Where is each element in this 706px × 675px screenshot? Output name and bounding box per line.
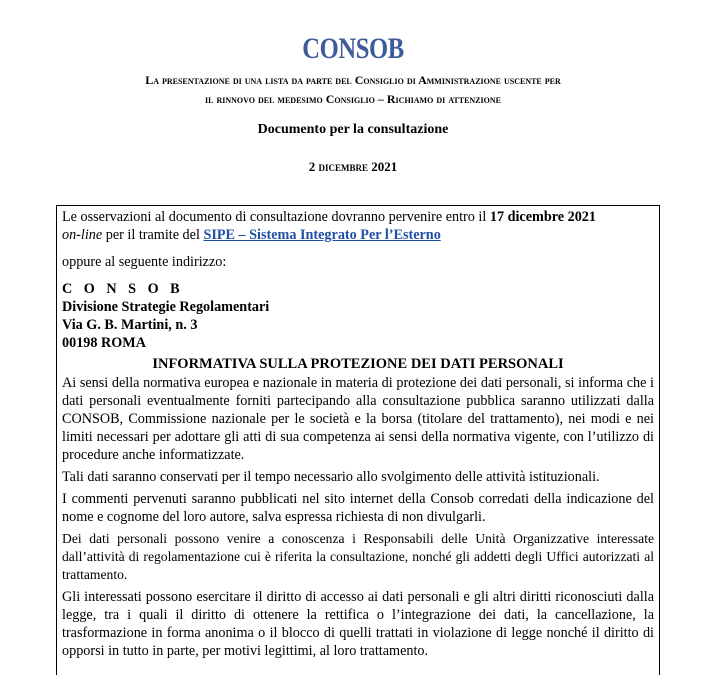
title-line-1: La presentazione di una lista da parte del Consiglio di Amministrazione uscente per bbox=[145, 73, 561, 87]
deadline-date: 17 dicembre 2021 bbox=[489, 209, 596, 225]
document-title bbox=[40, 71, 666, 109]
consob-logo: CONSOB bbox=[302, 32, 404, 65]
document-date: 2 dicembre 2021 bbox=[308, 159, 398, 174]
privacy-heading: INFORMATIVA SULLA PROTEZIONE DEI DATI PERSONALI bbox=[152, 356, 564, 372]
privacy-paragraph-1: Ai sensi della normativa europea e nazionale in materia di protezione dei dati personali, si informa che i dati personali eventualmente forniti partecipando alla consultazione pubblica saranno utilizzati dalla CONSOB, Commissione nazionale per le società e la borsa (titolare del trattamento), nei modi e nei limiti necessari per adottare gli atti di sua competenza ai sensi della normativa vigente, con l’utilizzo di procedure anche informatizzate. bbox=[62, 375, 654, 463]
privacy-paragraph-5: Gli interessati possono esercitare il diritto di accesso ai dati personali e gli altri diritti riconosciuti dalla legge, tra i quali il diritto di ottenere la rettifica o l’integrazione dei dati, la cancellazione, la trasformazione in forma anonima o il blocco di quelli trattati in violazione di legge nonché il diritto di opporsi in tutto in parte, per motivi legittimi, al loro trattamento. bbox=[62, 589, 654, 659]
submission-instructions bbox=[62, 208, 654, 244]
address-line-2: Divisione Strategie Regolamentari bbox=[62, 299, 270, 315]
title-line-2: il rinnovo del medesimo Consiglio – Richiamo di attenzione bbox=[205, 92, 501, 106]
address-line-4: 00198 ROMA bbox=[62, 335, 146, 351]
privacy-paragraph-4: Dei dati personali possono venire a conoscenza i Responsabili delle Unità Organizzative interessate dall’attività di regolamentazione cui è riferita la consultazione, nonché gli addetti degli Uffici autorizzati al trattamento. bbox=[62, 531, 654, 582]
postal-address bbox=[62, 280, 654, 352]
address-line-3: Via G. B. Martini, n. 3 bbox=[62, 317, 198, 333]
alt-address-label: oppure al seguente indirizzo: bbox=[62, 254, 227, 270]
notice-box bbox=[56, 205, 660, 675]
privacy-paragraph-2: Tali dati saranno conservati per il tempo necessario allo svolgimento delle attività istituzionali. bbox=[62, 469, 600, 485]
sipe-link[interactable]: SIPE – Sistema Integrato Per l’Esterno bbox=[203, 227, 441, 243]
address-line-1: C O N S O B bbox=[62, 281, 184, 297]
intro-middle: per il tramite del bbox=[102, 227, 204, 243]
document-subtitle: Documento per la consultazione bbox=[257, 122, 449, 137]
intro-text: Le osservazioni al documento di consultazione dovranno pervenire entro il bbox=[62, 209, 490, 225]
privacy-paragraph-3: I commenti pervenuti saranno pubblicati nel sito internet della Consob corredati della indicazione del nome e cognome del loro autore, salva espressa richiesta di non divulgarli. bbox=[62, 491, 654, 525]
online-text: on-line bbox=[62, 227, 103, 243]
